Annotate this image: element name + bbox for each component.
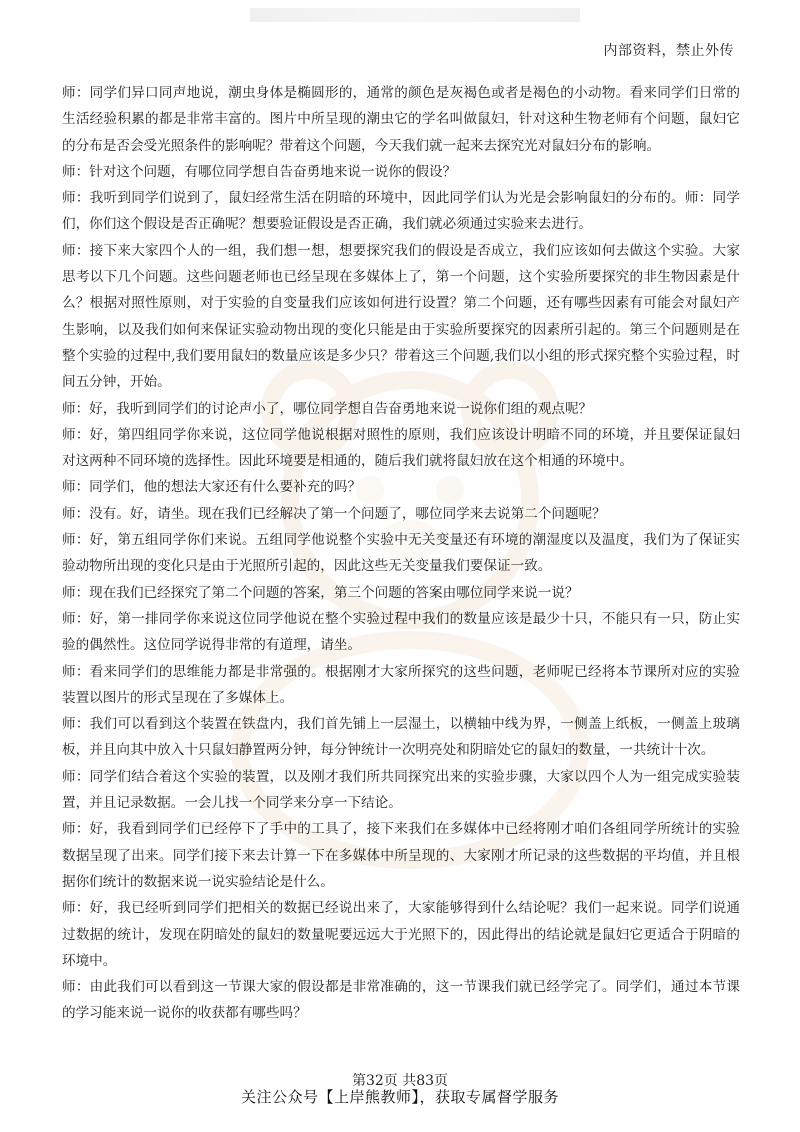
paragraph: 师：好，我已经听到同学们把相关的数据已经说出来了，大家能够得到什么结论呢？我们一起来说。同学们说通过数据的统计，发现在阴暗处的鼠妇的数量呢要远远大于光照下的，因此得出的结论就是鼠妇它更适合于阴暗的环境中。 [62,900,740,969]
paragraph: 师：同学们结合着这个实验的装置，以及刚才我们所共同探究出来的实验步骤，大家以四个人为一组完成实验装置，并且记录数据。一会儿找一个同学来分享一下结论。 [62,768,740,812]
paragraph: 师：好，第一排同学你来说这位同学他说在整个实验过程中我们的数量应该是最少十只，不能只有一只，防止实验的偶然性。这位同学说得非常的有道理，请坐。 [62,610,740,654]
paragraph: 师：由此我们可以看到这一节课大家的假设都是非常准确的，这一节课我们就已经学完了。同学们，通过本节课的学习能来说一说你的收获都有哪些吗？ [62,979,740,1022]
paragraph: 师：同学们异口同声地说，潮虫身体是椭圆形的，通常的颜色是灰褐色或者是褐色的小动物。看来同学们日常的生活经验积累的都是非常丰富的。图片中所呈现的潮虫它的学名叫做鼠妇，针对这种生物老师有个问题，鼠妇它的分布是否会受光照条件的影响呢？带着这个问题，今天我们就一起来去探究光对鼠妇分布的影响。 [62,85,740,154]
header-faded-title [250,8,580,22]
paragraph: 师：看来同学们的思维能力都是非常强的。根据刚才大家所探究的这些问题，老师呢已经将本节课所对应的实验装置以图片的形式呈现在了多媒体上。 [62,663,740,706]
page-number: 第32页 共83页 [351,1073,449,1089]
paragraph: 师：现在我们已经探究了第二个问题的答案，第三个问题的答案由哪位同学来说一说？ [62,584,579,601]
paragraph: 师：同学们，他的想法大家还有什么要补充的吗？ [62,479,362,496]
footer-promo: 关注公众号【上岸熊教师】，获取专属督学服务 [240,1088,559,1106]
document-body [62,80,740,1027]
paragraph: 师：好，第五组同学你们来说。五组同学他说整个实验中无关变量还有环境的潮湿度以及温度，我们为了保证实验动物所出现的变化只是由于光照所引起的，因此这些无关变量我们要保证一致。 [62,532,740,575]
paragraph: 师：没有。好，请坐。现在我们已经解决了第一个问题了，哪位同学来去说第二个问题呢？ [62,505,606,522]
confidential-note: 内部资料，禁止外传 [603,43,734,59]
paragraph: 师：我们可以看到这个装置在铁盘内，我们首先铺上一层湿土，以横轴中线为界，一侧盖上纸板，一侧盖上玻璃板，并且向其中放入十只鼠妇静置两分钟，每分钟统计一次明亮处和阴暗处它的鼠妇的数量，一共统计十次。 [62,716,740,759]
paragraph: 师：好，第四组同学你来说，这位同学他说根据对照性的原则，我们应该设计明暗不同的环境，并且要保证鼠妇对这两种不同环境的选择性。因此环境要是相通的，随后我们就将鼠妇放在这个相通的环境中。 [62,426,740,470]
paragraph: 师：针对这个问题，有哪位同学想自告奋勇地来说一说你的假设？ [62,163,457,180]
paragraph: 师：好，我看到同学们已经停下了手中的工具了，接下来我们在多媒体中已经将刚才咱们各组同学所统计的实验数据呈现了出来。同学们接下来去计算一下在多媒体中所呈现的、大家刚才所记录的这些数据的平均值，并且根据你们统计的数据来说一说实验结论是什么。 [62,821,740,890]
paragraph: 师：好，我听到同学们的讨论声小了，哪位同学想自告奋勇地来说一说你们组的观点呢？ [62,400,593,417]
paragraph: 师：我听到同学们说到了，鼠妇经常生活在阴暗的环境中，因此同学们认为光是会影响鼠妇的分布的。师：同学们，你们这个假设是否正确呢？想要验证假设是否正确，我们就必须通过实验来去进行。 [62,190,740,233]
paragraph: 师：接下来大家四个人的一组，我们想一想，想要探究我们的假设是否成立，我们应该如何去做这个实验。大家思考以下几个问题。这些问题老师也已经呈现在多媒体上了，第一个问题，这个实验所要探究的非生物因素是什么？根据对照性原则，对于实验的自变量我们应该如何进行设置？第二个问题，还有哪些因素有可能会对鼠妇产生影响，以及我们如何来保证实验动物出现的变化只能是由于实验所要探究的因素所引起的。第三个问题则是在整个实验的过程中,我们要用鼠妇的数量应该是多少只？带着这三个问题,我们以小组的形式探究整个实验过程，时间五分钟，开始。 [62,242,740,391]
